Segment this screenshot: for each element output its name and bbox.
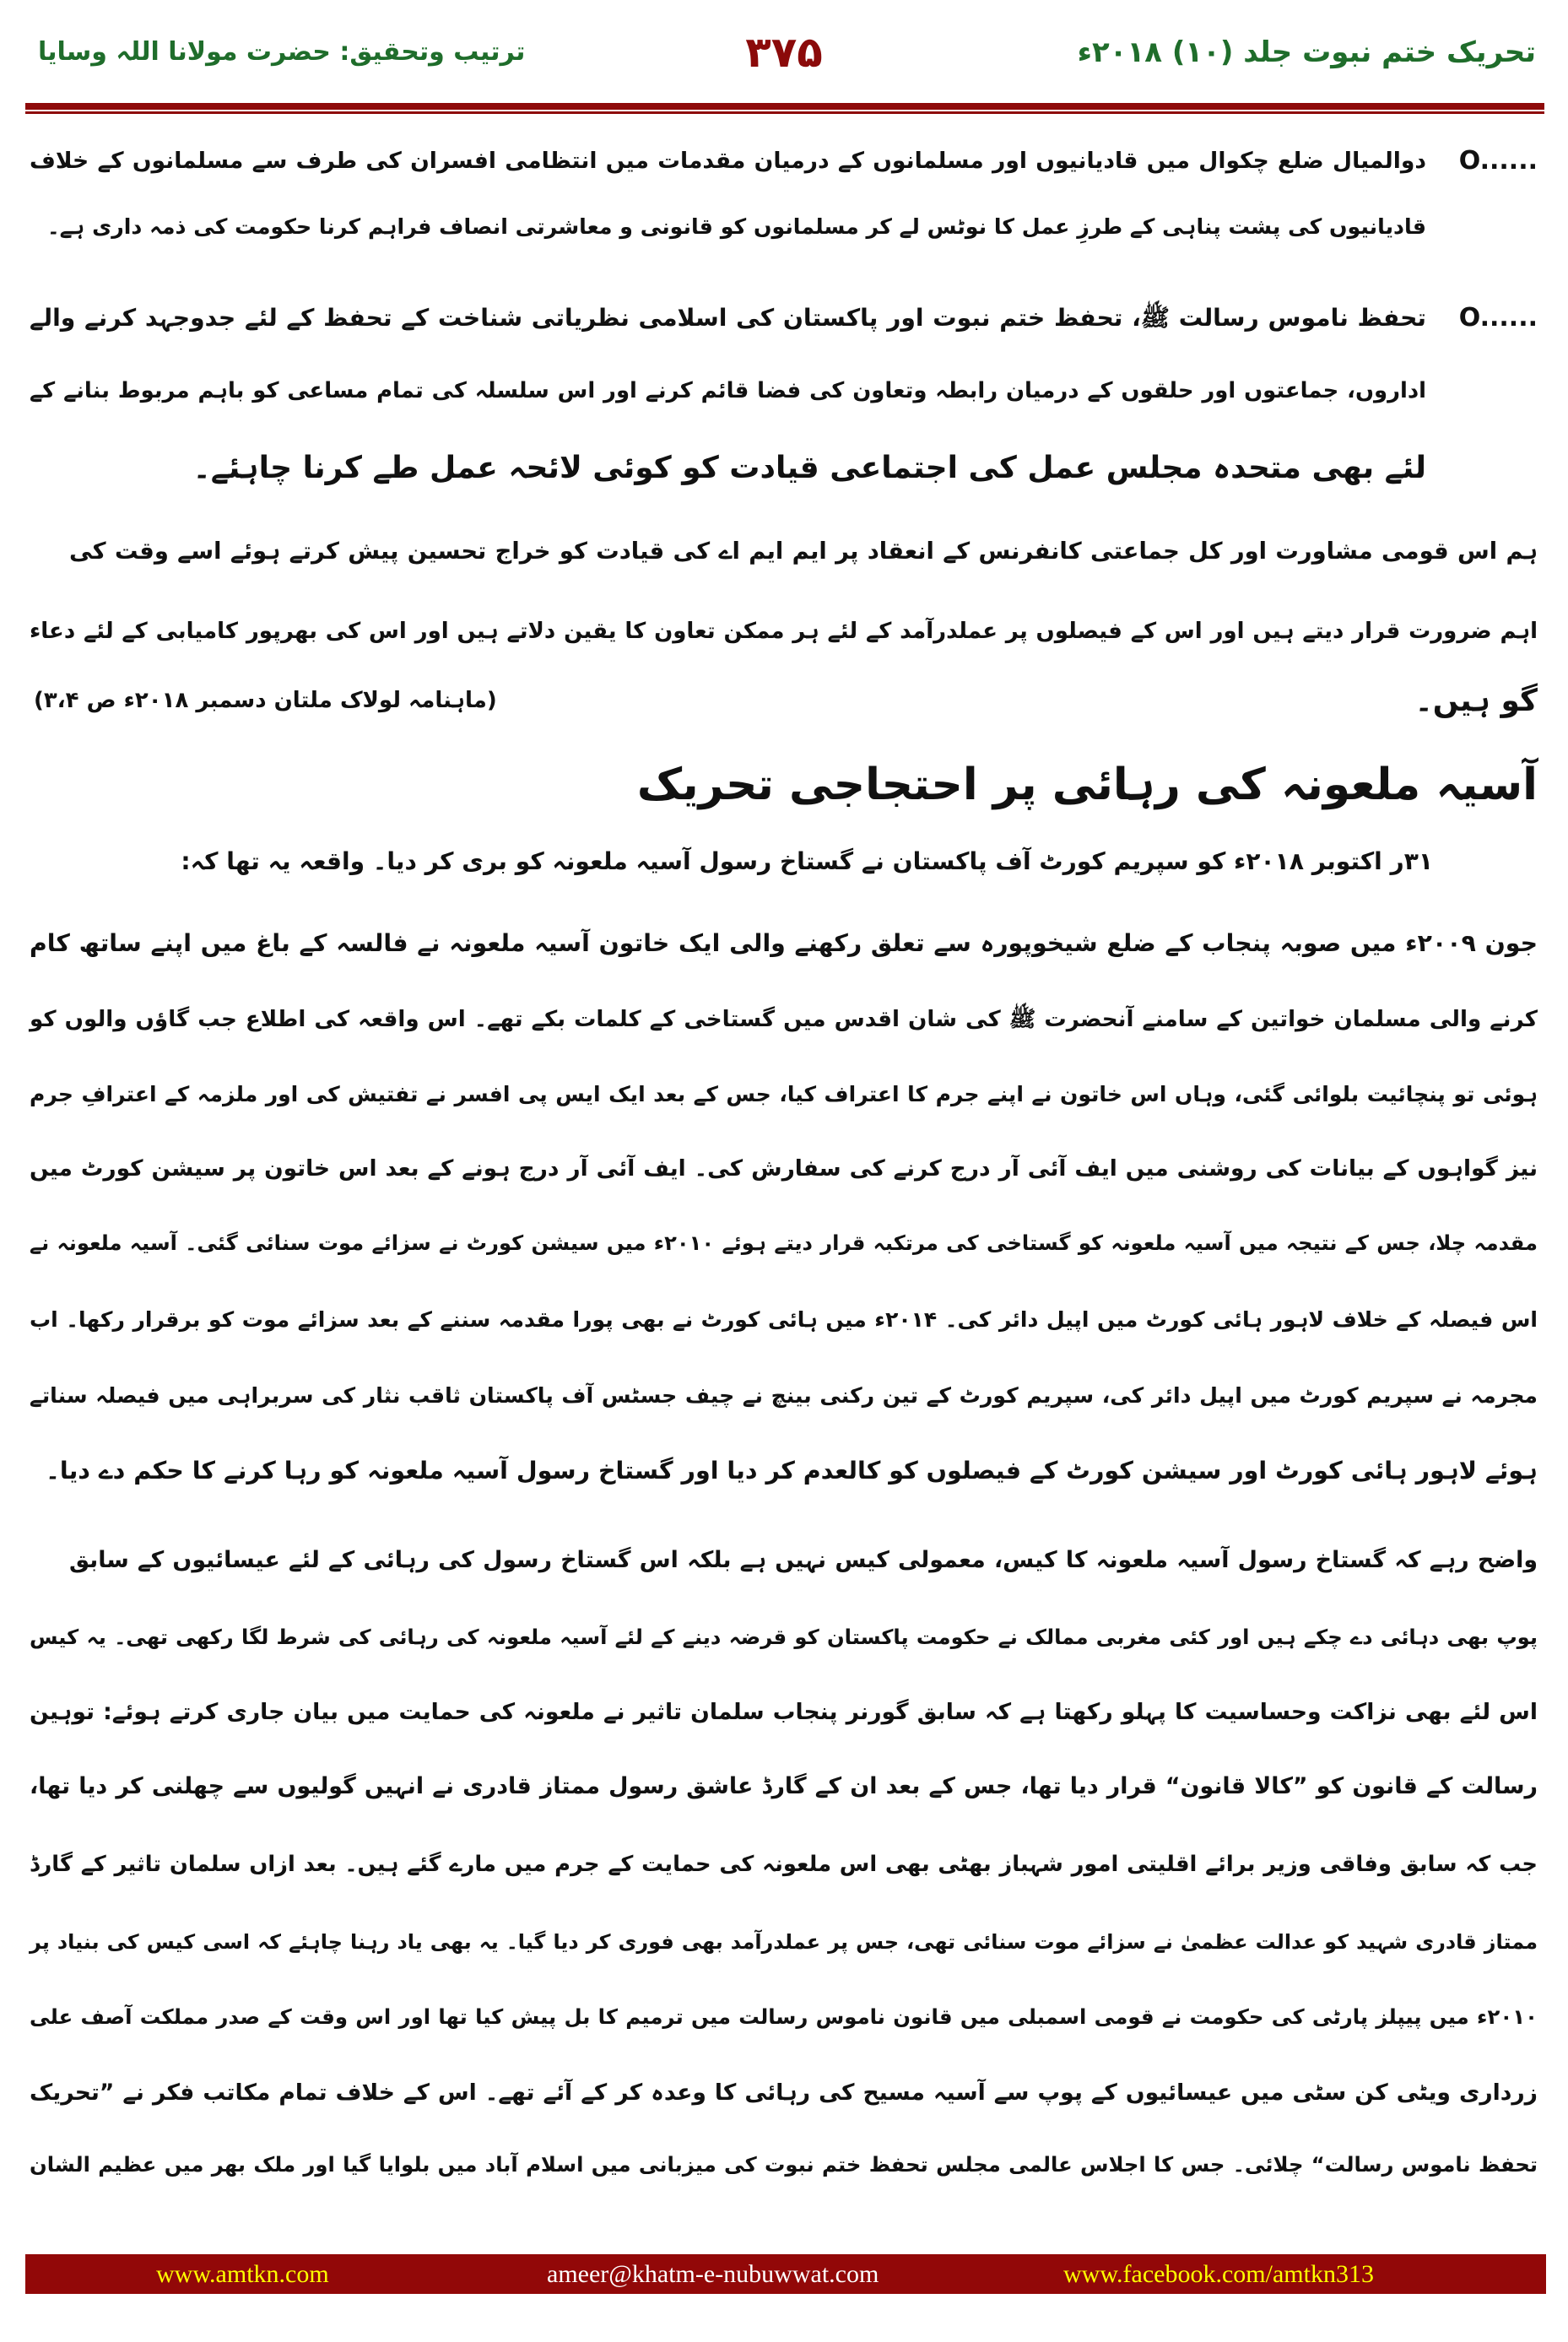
text-line: اہم ضرورت قرار دیتے ہیں اور اس کے فیصلوں پر عملدرآمد کے لئے ہر ممکن تعاون کا یقین دلاتے ہیں اور اس کی بھرپور کامیابی کے لئے دعاء — [30, 619, 1538, 644]
footer-bar — [25, 2254, 1546, 2294]
text-line: کرنے والی مسلمان خواتین کے سامنے آنحضرت ﷺ کی شان اقدس میں گستاخی کے کلمات بکے تھے۔ اس واقعہ کی اطلاع جب گاؤں والوں کو — [30, 1007, 1538, 1032]
text-line: واضح رہے کہ گستاخ رسول آسیہ ملعونہ کا کیس، معمولی کیس نہیں ہے بلکہ اس گستاخ رسول کی رہائی کے لئے عیسائیوں کے سابق — [69, 1547, 1538, 1573]
intro-line: ۳۱ر اکتوبر ۲۰۱۸ء کو سپریم کورٹ آف پاکستان نے گستاخ رسول آسیہ ملعونہ کو بری کر دیا۔ واقعہ یہ تھا کہ: — [181, 847, 1433, 875]
source-citation: (ماہنامہ لولاک ملتان دسمبر ۲۰۱۸ء ص ۳،۴) — [34, 688, 497, 713]
text-line: اداروں، جماعتوں اور حلقوں کے درمیان رابطہ وتعاون کی فضا قائم کرنے اور اس سلسلہ کی تمام مساعی کو باہم مربوط بنانے کے — [30, 378, 1426, 403]
email-link[interactable]: ameer@khatm-e-nubuwwat.com — [547, 2260, 879, 2288]
section-heading: آسیہ ملعونہ کی رہائی پر احتجاجی تحریک — [636, 760, 1538, 810]
header-divider-thin — [25, 111, 1544, 114]
book-title: تحریک ختم نبوت جلد (۱۰) ۲۰۱۸ء — [1077, 35, 1536, 69]
text-line: مجرمہ نے سپریم کورٹ میں اپیل دائر کی، سپریم کورٹ کے تین رکنی بینچ نے چیف جسٹس آف پاکستان ثاقب نثار کی سربراہی میں فیصلہ سناتے — [30, 1383, 1538, 1408]
text-line: جب کہ سابق وفاقی وزیر برائے اقلیتی امور شہباز بھٹی بھی اس ملعونہ کی حمایت کے جرم میں مارے گئے ہیں۔ بعد ازاں سلمان تاثیر کے گارڈ — [30, 1852, 1538, 1877]
text-line: تحفظ ناموس رسالت“ چلائی۔ جس کا اجلاس عالمی مجلس تحفظ ختم نبوت کی میزبانی میں اسلام آباد میں بلوایا گیا اور ملک بھر میں عظیم الشان — [30, 2152, 1538, 2177]
bullet-marker: O...... — [1458, 303, 1538, 333]
bullet-marker: O...... — [1458, 146, 1538, 176]
text-line: زرداری ویٹی کن سٹی میں عیسائیوں کے پوپ سے آسیہ مسیح کی رہائی کا وعدہ کر کے آئے تھے۔ اس کے خلاف تمام مکاتب فکر نے ”تحریک — [30, 2080, 1538, 2106]
text-line: اس لئے بھی نزاکت وحساسیت کا پہلو رکھتا ہے کہ سابق گورنر پنجاب سلمان تاثیر نے ملعونہ کی حمایت میں بیان جاری کرتے ہوئے: توہین — [30, 1699, 1538, 1725]
text-line: رسالت کے قانون کو ”کالا قانون“ قرار دیا تھا، جس کے بعد ان کے گارڈ عاشق رسول ممتاز قادری نے انہیں گولیوں سے چھلنی کر دیا تھا، — [30, 1773, 1538, 1799]
page-number: ۳۷۵ — [745, 28, 823, 77]
facebook-link[interactable]: www.facebook.com/amtkn313 — [1063, 2260, 1374, 2288]
text-line: اس فیصلہ کے خلاف لاہور ہائی کورٹ میں اپیل دائر کی۔ ۲۰۱۴ء میں ہائی کورٹ نے بھی پورا مقدمہ سننے کے بعد سزائے موت کو برقرار رکھا۔ اب — [30, 1307, 1538, 1332]
text-line: نیز گواہوں کے بیانات کی روشنی میں ایف آئی آر درج کرنے کی سفارش کی۔ ایف آئی آر درج ہونے کے بعد اس خاتون پر سیشن کورٹ میں — [30, 1155, 1538, 1182]
header-divider — [25, 103, 1544, 110]
text-line: تحفظ ناموس رسالت ﷺ، تحفظ ختم نبوت اور پاکستان کی اسلامی نظریاتی شناخت کے تحفظ کے لئے جدوجہد کرنے والے — [30, 304, 1426, 332]
text-line: ہوئی تو پنچائیت بلوائی گئی، وہاں اس خاتون نے اپنے جرم کا اعتراف کیا، جس کے بعد ایک ایس پی افسر نے تفتیش کی اور ملزمہ کے اعترافِ جرم — [30, 1082, 1538, 1106]
text-line: جون ۲۰۰۹ء میں صوبہ پنجاب کے ضلع شیخوپورہ سے تعلق رکھنے والی ایک خاتون آسیہ ملعونہ نے فالسہ کے باغ میں اپنے ساتھ کام — [30, 929, 1538, 957]
text-line: پوپ بھی دہائی دے چکے ہیں اور کئی مغربی ممالک نے حکومت پاکستان کو قرضہ دینے کے لئے آسیہ ملعونہ کی رہائی کی شرط لگا رکھی تھی۔ یہ کیس — [30, 1625, 1538, 1649]
text-line: لئے بھی متحدہ مجلس عمل کی اجتماعی قیادت کو کوئی لائحہ عمل طے کرنا چاہئے۔ — [192, 451, 1426, 485]
text-line: مقدمہ چلا، جس کے نتیجہ میں آسیہ ملعونہ کو گستاخی کی مرتکبہ قرار دیتے ہوئے ۲۰۱۰ء میں سیشن کورٹ نے سزائے موت سنائی گئی۔ آسیہ ملعونہ نے — [30, 1231, 1538, 1255]
text-line: قادیانیوں کی پشت پناہی کے طرزِ عمل کا نوٹس لے کر مسلمانوں کو قانونی و معاشرتی انصاف فراہم کرنا حکومت کی ذمہ داری ہے۔ — [47, 214, 1426, 239]
compiler-credit: ترتیب وتحقیق: حضرت مولانا اللہ وسایا — [38, 37, 526, 67]
text-line: ممتاز قادری شہید کو عدالت عظمیٰ نے سزائے موت سنائی تھی، جس پر عملدرآمد بھی فوری کر دیا گیا۔ یہ بھی یاد رہنا چاہئے کہ اسی کیس کی بنیاد پر — [30, 1930, 1538, 1954]
website-link[interactable]: www.amtkn.com — [156, 2260, 329, 2288]
text-line: ہم اس قومی مشاورت اور کل جماعتی کانفرنس کے انعقاد پر ایم ایم اے کی قیادت کو خراج تحسین پیش کرتے ہوئے اسے وقت کی — [69, 538, 1538, 565]
text-line: ۲۰۱۰ء میں پیپلز پارٹی کی حکومت نے قومی اسمبلی میں قانون ناموس رسالت میں ترمیم کا بل پیش کیا تھا اور اس وقت کے صدر مملکت آصف علی — [30, 2004, 1538, 2029]
text-line: ہوئے لاہور ہائی کورٹ اور سیشن کورٹ کے فیصلوں کو کالعدم کر دیا اور گستاخ رسول آسیہ ملعونہ کو رہا کرنے کا حکم دے دیا۔ — [46, 1456, 1538, 1485]
text-line: گو ہیں۔ — [1414, 684, 1538, 718]
text-line: دوالمیال ضلع چکوال میں قادیانیوں اور مسلمانوں کے درمیان مقدمات میں انتظامی افسران کی طرف سے مسلمانوں کے خلاف — [30, 148, 1426, 174]
